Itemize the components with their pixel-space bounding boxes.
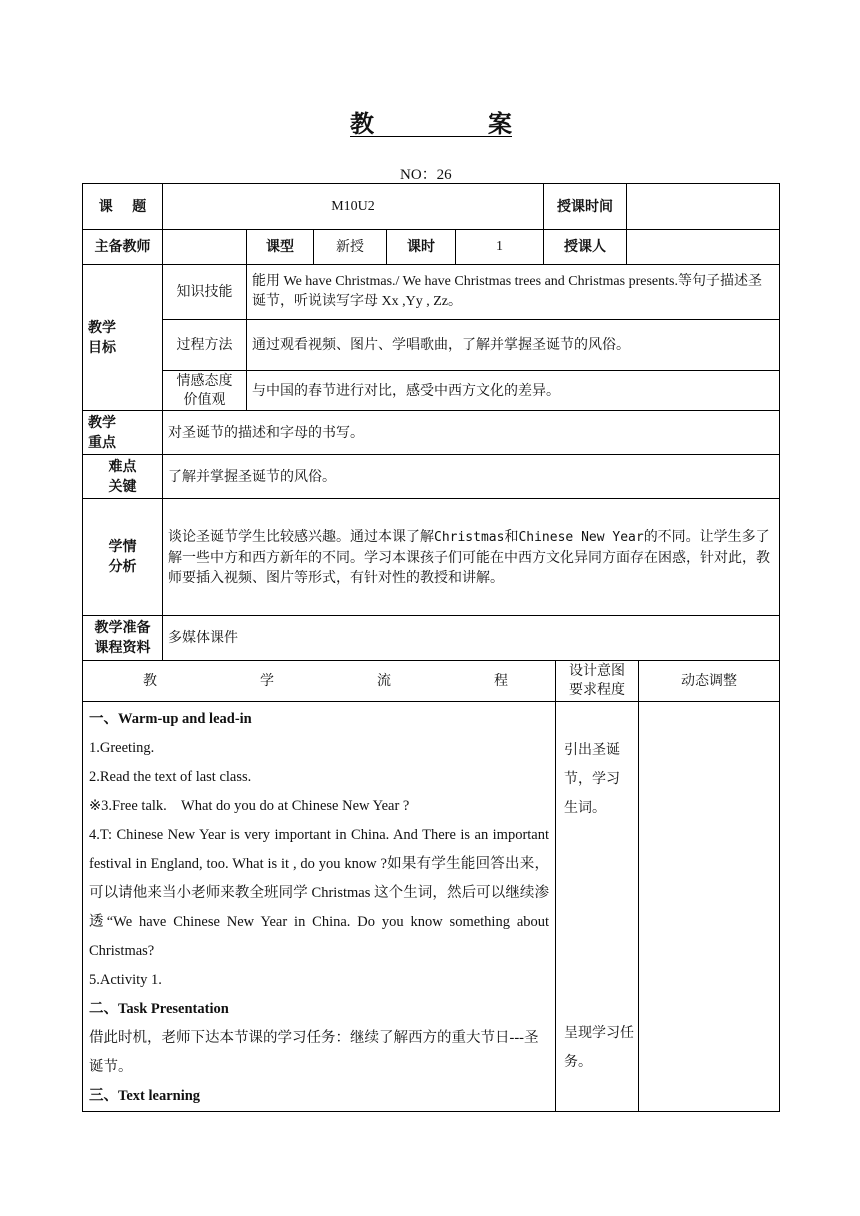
analysis-label-line2: 分析: [108, 559, 137, 575]
knowledge-label: 知识技能: [163, 265, 247, 320]
lecturer-label: 授课人: [544, 230, 627, 265]
objectives-label-line1: 教学: [88, 319, 116, 336]
section-3-title: 三、Text learning: [89, 1088, 201, 1104]
hours-value: 1: [456, 230, 544, 265]
page-title: [350, 104, 512, 137]
analysis-text-1: 谈论圣诞节学生比较感兴趣。通过本课了解: [168, 528, 434, 545]
adjust-header: 动态调整: [639, 661, 780, 702]
emotion-value: 与中国的春节进行对比，感受中西方文化的差异。: [247, 371, 780, 411]
teacher-label: 主备教师: [83, 230, 163, 265]
analysis-label-line1: 学情: [108, 539, 137, 555]
emotion-label-line2: 价值观: [183, 391, 226, 408]
analysis-text-2: 和: [504, 528, 519, 545]
objectives-label-line2: 目标: [88, 339, 116, 356]
analysis-term-chinese-new-year: Chinese New Year: [518, 529, 644, 545]
flow-line-5: 5.Activity 1.: [89, 972, 162, 988]
key-point-label: [83, 411, 163, 455]
time-value: [627, 184, 780, 230]
row-emotion: [83, 371, 780, 411]
resources-label-line1: 教学准备: [94, 620, 151, 636]
key-point-value: 对圣诞节的描述和字母的书写。: [163, 411, 780, 455]
flow-line-4: 4.T: Chinese New Year is very important in China. And There is an important festival in England, too. What is it , do you know ?如果有学生能回答出来，可以请他来当小老师来教全班同学 Christmas 这个生词，然后可以继续渗透“We have Chinese New Year in China. Do you know something about Christmas?: [89, 827, 550, 959]
key-point-label-line1: 教学: [88, 414, 116, 431]
process-label: 过程方法: [163, 320, 247, 371]
flow-line-1: 1.Greeting.: [89, 740, 155, 756]
design-notes: [556, 702, 639, 1112]
flow-header: [83, 661, 556, 702]
flow-line-2: 2.Read the text of last class.: [89, 769, 252, 785]
design-intent-header: [556, 661, 639, 702]
lecturer-value: [627, 230, 780, 265]
section-2-title: 二、Task Presentation: [89, 1001, 229, 1017]
flow-header-char-3: 流: [377, 673, 391, 689]
row-flow-content: [83, 702, 780, 1112]
difficulty-value: 了解并掌握圣诞节的风俗。: [163, 455, 780, 499]
key-point-label-line2: 重点: [88, 434, 116, 451]
analysis-value: [163, 499, 780, 616]
design-intent-header-line2: 要求程度: [569, 682, 626, 698]
resources-value: 多媒体课件: [163, 616, 780, 661]
section-1-title: 一、Warm-up and lead-in: [89, 711, 252, 727]
emotion-label-line1: 情感态度: [176, 372, 233, 389]
difficulty-label: [83, 455, 163, 499]
difficulty-label-line1: 难点: [108, 458, 137, 475]
flow-line-3: ※3.Free talk. What do you do at Chinese New Year ?: [89, 798, 410, 814]
row-analysis: [83, 499, 780, 616]
knowledge-value: 能用 We have Christmas./ We have Christmas trees and Christmas presents.等句子描述圣诞节，听说读写字母 Xx ,Yy , Zz。: [247, 265, 780, 320]
type-label: 课型: [247, 230, 314, 265]
flow-header-char-1: 教: [143, 673, 157, 689]
section-2-text: 借此时机，老师下达本节课的学习任务：继续了解西方的重大节日---圣诞节。: [89, 1030, 539, 1075]
title-char-1: 教: [350, 110, 374, 138]
lesson-label: 课 题: [83, 184, 163, 230]
row-resources: [83, 616, 780, 661]
row-teacher: [83, 230, 780, 265]
difficulty-label-line2: 关键: [108, 478, 137, 495]
hours-label: 课时: [387, 230, 456, 265]
type-value: 新授: [314, 230, 387, 265]
title-char-2: 案: [488, 110, 512, 138]
row-knowledge: [83, 265, 780, 320]
analysis-term-christmas: Christmas: [434, 529, 505, 545]
objectives-label: [83, 265, 163, 411]
lesson-value: M10U2: [163, 184, 544, 230]
design-note-1: 引出圣诞节，学习生词。: [564, 742, 621, 816]
document-number: NO：26: [400, 167, 452, 183]
design-intent-header-line1: 设计意图: [569, 663, 626, 679]
row-key-point: [83, 411, 780, 455]
analysis-label: [83, 499, 163, 616]
row-difficulty: [83, 455, 780, 499]
row-flow-header: [83, 661, 780, 702]
teacher-value: [163, 230, 247, 265]
flow-header-char-2: 学: [260, 673, 274, 689]
lesson-plan-table: [82, 183, 780, 1112]
time-label: 授课时间: [544, 184, 627, 230]
resources-label: [83, 616, 163, 661]
row-process: [83, 320, 780, 371]
row-lesson: [83, 184, 780, 230]
process-value: 通过观看视频、图片、学唱歌曲，了解并掌握圣诞节的风俗。: [247, 320, 780, 371]
resources-label-line2: 课程资料: [94, 640, 151, 656]
analysis-text-3: 的不同。让学生多了解一些中方和西方新年的不同。学习本课孩子们可能在中西方文化异同方面存在困惑，针对此，教师要插入视频、图片等形式，有针对性的教授和讲解。: [168, 528, 770, 586]
design-note-2: 呈现学习任务。: [564, 1025, 635, 1070]
flow-header-char-4: 程: [494, 673, 508, 689]
flow-content: [83, 702, 556, 1112]
emotion-label: [163, 371, 247, 411]
adjust-notes: [639, 702, 780, 1112]
